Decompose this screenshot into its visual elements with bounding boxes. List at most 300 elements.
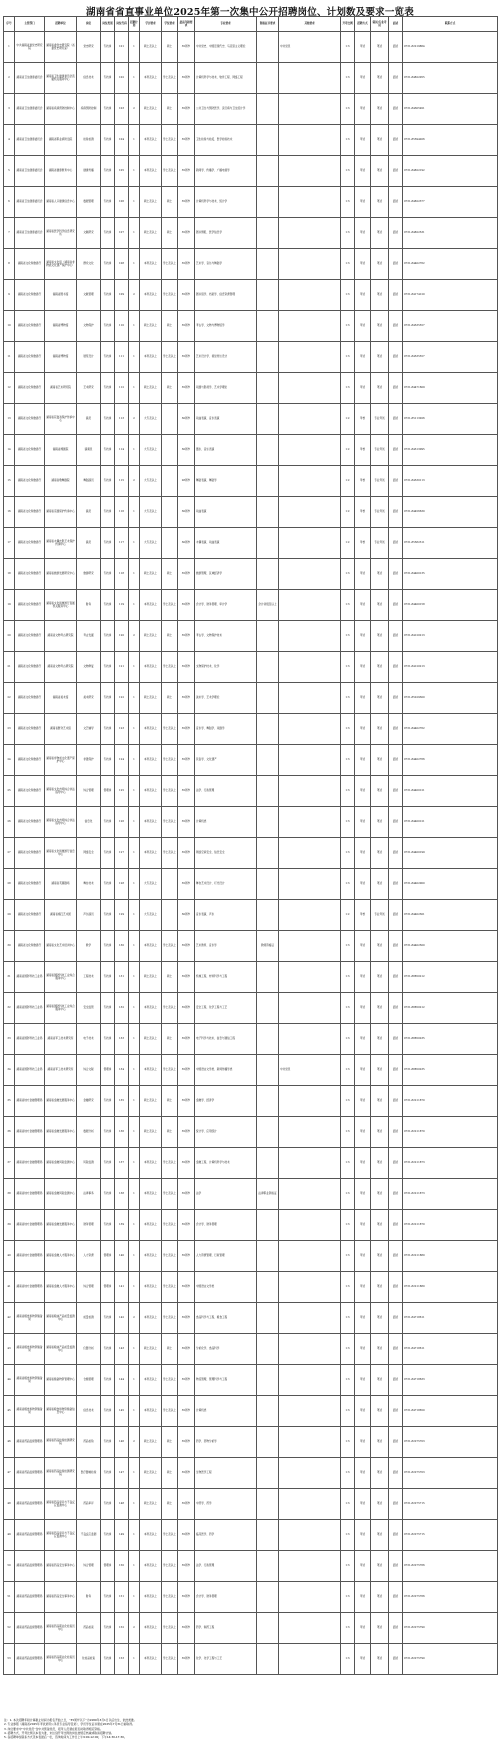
table-cell: 金融学、经济学 <box>195 1086 257 1117</box>
table-cell: 笔试 <box>371 1272 389 1303</box>
table-cell: 湖南省文化和旅游厅 <box>15 683 45 714</box>
table-row <box>4 156 498 187</box>
table-cell: 硕士 <box>162 32 178 63</box>
table-cell: 湖南省图书馆 <box>45 280 77 311</box>
table-cell: 0731-84400135 <box>403 559 498 590</box>
table-cell: 湖南省文化和旅游厅 <box>15 311 45 342</box>
table-cell: 1 <box>129 1024 140 1055</box>
table-cell: 硕士 <box>162 311 178 342</box>
table-cell: 面试 <box>389 1148 403 1179</box>
table-cell: 文物保护 <box>77 311 101 342</box>
table-cell: 141 <box>115 1272 129 1303</box>
table-cell: 17 <box>4 528 15 559</box>
table-cell: 旅游管理、区域经济学 <box>195 559 257 590</box>
table-cell <box>257 1458 279 1489</box>
table-cell <box>257 218 279 249</box>
table-cell: 144 <box>115 1365 129 1396</box>
table-cell: 大专及以上 <box>140 869 162 900</box>
table-cell: 湖南省药品监督管理局 <box>15 1520 45 1551</box>
table-cell <box>257 1148 279 1179</box>
table-cell: 152 <box>115 1613 129 1644</box>
table-cell: 面试 <box>389 1396 403 1427</box>
table-cell <box>279 497 341 528</box>
table-cell: 146 <box>115 1427 129 1458</box>
table-cell: 湖南省文化和旅游厅 <box>15 249 45 280</box>
table-cell: 演员 <box>77 528 101 559</box>
table-cell: 中共湖南省委党史研究院 <box>15 32 45 63</box>
table-cell: 非遗保护 <box>77 745 101 776</box>
table-cell <box>279 776 341 807</box>
column-header: 专业要求 <box>195 17 257 32</box>
table-cell: 硕士及以上 <box>140 1458 162 1489</box>
table-cell: 计算机科学与技术、统计学 <box>195 187 257 218</box>
table-cell: 综合文秘 <box>77 1055 101 1086</box>
table-cell <box>162 497 178 528</box>
table-cell: 考试 <box>355 249 371 280</box>
table-cell: 面试 <box>389 1582 403 1613</box>
table-cell: 音乐学、舞蹈学、戏剧学 <box>195 714 257 745</box>
column-header: 联系方式 <box>403 17 498 32</box>
table-cell: 笔试 <box>371 342 389 373</box>
table-cell <box>279 1427 341 1458</box>
table-cell: 1 <box>129 32 140 63</box>
table-cell: 考试 <box>355 745 371 776</box>
table-cell: 大专及以上 <box>140 528 162 559</box>
table-cell: 网络安全 <box>77 838 101 869</box>
table-cell: 0731-84402766 <box>403 745 498 776</box>
table-cell: 面试 <box>389 776 403 807</box>
table-cell: 12 <box>4 373 15 404</box>
table-cell: 考试 <box>355 156 371 187</box>
table-row <box>4 1086 498 1117</box>
table-cell: 1:3 <box>341 1520 355 1551</box>
table-cell: 学士及以上 <box>162 1365 178 1396</box>
table-cell: 学士及以上 <box>162 249 178 280</box>
table-cell: 1 <box>129 1458 140 1489</box>
table-cell: 湖南省粮食和物资储备局 <box>15 1396 45 1427</box>
table-cell: 不良反应监测 <box>77 1520 101 1551</box>
table-cell: 1:3 <box>341 1551 355 1582</box>
table-cell <box>257 94 279 125</box>
table-cell <box>257 1117 279 1148</box>
table-cell: 专技岗 <box>101 1117 115 1148</box>
table-cell: 考核 <box>355 435 371 466</box>
table-cell: 学士及以上 <box>162 838 178 869</box>
table-row <box>4 342 498 373</box>
table-cell: 105 <box>115 156 129 187</box>
table-cell: 0731-82275715 <box>403 1489 498 1520</box>
table-cell: 湖南省地方金融管理局 <box>15 1086 45 1117</box>
table-cell <box>279 1179 341 1210</box>
table-cell: 笔试 <box>371 218 389 249</box>
table-cell: 党史研究 <box>77 32 101 63</box>
table-cell: 1 <box>129 869 140 900</box>
table-cell <box>257 714 279 745</box>
table-cell: 1:3 <box>341 32 355 63</box>
table-cell: 1:3 <box>341 63 355 94</box>
table-cell: 考试 <box>355 1303 371 1334</box>
table-cell: 1:3 <box>341 1427 355 1458</box>
table-cell <box>257 683 279 714</box>
table-cell: 面试 <box>389 1086 403 1117</box>
table-cell: 疾病预防控制 <box>77 94 101 125</box>
table-row <box>4 32 498 63</box>
column-header: 招聘计划 <box>129 17 140 32</box>
table-cell: 1:3 <box>341 94 355 125</box>
table-cell: 136 <box>115 1117 129 1148</box>
table-cell: 专业考试 <box>371 466 389 497</box>
table-cell: 0731-82211870 <box>403 1210 498 1241</box>
column-header: 主管部门 <box>15 17 45 32</box>
table-cell: 面试 <box>389 559 403 590</box>
table-cell: 硕士及以上 <box>140 683 162 714</box>
table-cell: 专技岗 <box>101 1086 115 1117</box>
table-cell: 1:3 <box>341 1210 355 1241</box>
table-cell: 43 <box>4 1334 15 1365</box>
table-cell: 考试 <box>355 1489 371 1520</box>
table-cell: 舞蹈表演、舞蹈学 <box>195 466 257 497</box>
table-cell: 面试 <box>389 435 403 466</box>
table-cell <box>257 497 279 528</box>
column-header: 岗位代码 <box>115 17 129 32</box>
table-cell: 硕士及以上 <box>140 187 162 218</box>
table-cell: 本科及以上 <box>140 1241 162 1272</box>
table-cell: 考试 <box>355 280 371 311</box>
table-cell: 0731-84822192 <box>403 156 498 187</box>
table-cell: 会计学、财务管理、审计学 <box>195 590 257 621</box>
table-cell: 湖南省芙蓉剧场 <box>45 869 77 900</box>
table-cell <box>257 745 279 776</box>
table-cell: 艺术设计学、视觉传达设计 <box>195 342 257 373</box>
table-row <box>4 125 498 156</box>
table-cell: 考试 <box>355 311 371 342</box>
table-cell: 专技岗 <box>101 962 115 993</box>
table-cell <box>279 218 341 249</box>
table-cell: 139 <box>115 1210 129 1241</box>
table-cell: 硕士 <box>162 1334 178 1365</box>
table-cell: 学士及以上 <box>162 1582 178 1613</box>
table-cell: 笔试 <box>371 621 389 652</box>
table-cell <box>279 1551 341 1582</box>
table-cell: 考试 <box>355 1551 371 1582</box>
table-cell: 法律职业资格证 <box>257 1179 279 1210</box>
table-cell: 笔试 <box>371 745 389 776</box>
table-cell: 1:3 <box>341 1644 355 1675</box>
table-cell: 学士及以上 <box>162 1055 178 1086</box>
table-cell: 湖南省金融风险监测中心 <box>45 1148 77 1179</box>
table-cell: 9 <box>4 280 15 311</box>
table-cell: 药学、药物分析学 <box>195 1427 257 1458</box>
table-cell: 湖南省花鼓戏保护传承中心 <box>45 404 77 435</box>
table-cell: 财务 <box>77 590 101 621</box>
table-cell: 35周岁 <box>178 187 195 218</box>
table-cell: 学士及以上 <box>162 807 178 838</box>
table-cell: 1 <box>129 745 140 776</box>
table-cell: 专技岗 <box>101 1427 115 1458</box>
table-cell: 35周岁 <box>178 249 195 280</box>
table-cell: 113 <box>115 404 129 435</box>
table-cell: 面试 <box>389 218 403 249</box>
table-cell <box>257 1613 279 1644</box>
table-cell: 1:2 <box>341 404 355 435</box>
table-cell: 笔试 <box>371 1179 389 1210</box>
table-cell: 笔试 <box>371 187 389 218</box>
table-cell <box>257 435 279 466</box>
table-cell: 硕士及以上 <box>140 94 162 125</box>
table-cell: 湖南省文化和旅游厅 <box>15 435 45 466</box>
table-cell: 面试 <box>389 714 403 745</box>
table-cell: 计算机类 <box>195 1396 257 1427</box>
table-cell <box>257 1303 279 1334</box>
table-cell <box>257 156 279 187</box>
table-cell: 考试 <box>355 962 371 993</box>
table-cell: 1 <box>129 1241 140 1272</box>
table-cell: 考试 <box>355 621 371 652</box>
table-cell: 笔试 <box>371 1086 389 1117</box>
table-cell: 图书馆学、档案学、信息资源管理 <box>195 280 257 311</box>
table-cell: 1 <box>129 683 140 714</box>
table-cell: 0731-84822055 <box>403 63 498 94</box>
table-cell: 151 <box>115 1582 129 1613</box>
table-cell: 专技岗 <box>101 1644 115 1675</box>
table-cell <box>257 1396 279 1427</box>
table-cell: 湖南省卫生健康委员会 <box>15 63 45 94</box>
table-cell: 本科及以上 <box>140 652 162 683</box>
table-cell <box>257 1551 279 1582</box>
table-cell: 考试 <box>355 1024 371 1055</box>
table-cell: 1:3 <box>341 1272 355 1303</box>
table-cell: 35周岁 <box>178 1179 195 1210</box>
table-cell: 考试 <box>355 342 371 373</box>
table-cell <box>279 559 341 590</box>
table-cell: 化学、化学工程与工艺 <box>195 1644 257 1675</box>
table-row <box>4 218 498 249</box>
table-cell: 面试 <box>389 497 403 528</box>
table-cell: 0731-82211880 <box>403 1241 498 1272</box>
footnote-line: 注：1. 本次招聘年龄计算截止时间为报名开始之日，“35周岁以下”为1989年3月1日以后出生，依此类推。 <box>4 1718 137 1722</box>
table-cell: 笔试 <box>371 807 389 838</box>
table-cell: 面试 <box>389 1272 403 1303</box>
table-cell: 专技岗 <box>101 559 115 590</box>
table-cell <box>257 1520 279 1551</box>
table-row <box>4 993 498 1024</box>
recruitment-table <box>3 16 498 1675</box>
table-cell: 医疗器械检验 <box>77 1458 101 1489</box>
table-cell: 1:3 <box>341 962 355 993</box>
table-cell: 28周岁 <box>178 466 195 497</box>
table-cell: 考试 <box>355 1613 371 1644</box>
table-cell: 笔试 <box>371 1210 389 1241</box>
table-cell: 面试 <box>389 1334 403 1365</box>
table-cell: 安全监管 <box>77 993 101 1024</box>
table-cell: 专技岗 <box>101 590 115 621</box>
table-cell <box>257 373 279 404</box>
table-cell: 湖南省委党史研究院（省委党史研究室） <box>45 32 77 63</box>
table-cell: 1:3 <box>341 590 355 621</box>
table-cell: 52 <box>4 1613 15 1644</box>
table-cell: 信息技术 <box>77 1396 101 1427</box>
table-cell <box>279 1489 341 1520</box>
table-cell <box>279 900 341 931</box>
table-cell: 2 <box>129 621 140 652</box>
table-cell: 0731-84174120 <box>403 280 498 311</box>
table-cell: 专技岗 <box>101 900 115 931</box>
table-cell <box>257 962 279 993</box>
table-cell: 1:3 <box>341 838 355 869</box>
table-cell: 美术学、艺术学理论 <box>195 683 257 714</box>
table-cell: 考核 <box>355 404 371 435</box>
table-row <box>4 249 498 280</box>
table-cell: 专技岗 <box>101 280 115 311</box>
table-cell: 学士及以上 <box>162 931 178 962</box>
table-cell: 112 <box>115 373 129 404</box>
table-cell: 硕士 <box>162 1458 178 1489</box>
table-cell: 44 <box>4 1365 15 1396</box>
table-cell: 35周岁 <box>178 714 195 745</box>
table-cell: 硕士及以上 <box>140 559 162 590</box>
table-cell: 湖南省国防科技工业局 <box>15 962 45 993</box>
table-cell: 24 <box>4 745 15 776</box>
table-cell: 0731-82211870 <box>403 1086 498 1117</box>
table-cell: 法学、行政管理 <box>195 1551 257 1582</box>
table-cell <box>279 652 341 683</box>
table-cell <box>279 94 341 125</box>
table-cell: 数据管理 <box>77 187 101 218</box>
table-cell: 0731-84535557 <box>403 311 498 342</box>
table-cell: 26 <box>4 807 15 838</box>
table-cell: 硕士 <box>162 1489 178 1520</box>
table-cell: 笔试 <box>371 1303 389 1334</box>
table-cell: 湖南省文化和旅游厅 <box>15 745 45 776</box>
table-cell: 笔试 <box>371 1551 389 1582</box>
table-cell: 1:3 <box>341 373 355 404</box>
table-cell: 硕士及以上 <box>140 1086 162 1117</box>
table-cell: 35周岁 <box>178 1365 195 1396</box>
table-cell: 湖南省药品检验检测研究院 <box>45 1458 77 1489</box>
table-cell: 0731-84402762 <box>403 249 498 280</box>
table-cell: 湖南省药品监督管理局 <box>15 1551 45 1582</box>
table-cell: 中国语言文学类 <box>195 1272 257 1303</box>
table-cell: 考试 <box>355 838 371 869</box>
table-cell: 学士及以上 <box>162 156 178 187</box>
table-cell: 1:3 <box>341 807 355 838</box>
table-cell: 本科及以上 <box>140 807 162 838</box>
table-cell: 1:3 <box>341 1179 355 1210</box>
table-cell: 工程技术 <box>77 962 101 993</box>
table-cell: 35周岁 <box>178 652 195 683</box>
footnote-line: 3. 岗位要求中“中共党员”含中共预备党员，报考人员须在报名时取得相应资格。 <box>4 1726 103 1731</box>
table-cell: 考试 <box>355 1582 371 1613</box>
table-cell: 专业考试 <box>371 528 389 559</box>
page-title: 湖南省省直事业单位2025年第一次集中公开招聘岗位、计划数及要求一览表 <box>86 7 414 18</box>
table-cell: 35周岁 <box>178 63 195 94</box>
table-cell: 49 <box>4 1520 15 1551</box>
table-cell: 35周岁 <box>178 1086 195 1117</box>
table-cell: 考试 <box>355 1179 371 1210</box>
table-cell: 湖南省药品职业化检查员中心 <box>45 1613 77 1644</box>
table-cell: 13 <box>4 404 15 435</box>
table-cell: 35周岁 <box>178 1334 195 1365</box>
table-cell: 专技岗 <box>101 497 115 528</box>
table-cell: 0731-85582311 <box>403 528 498 559</box>
table-cell: 湖南省卫生健康委员会 <box>15 125 45 156</box>
table-cell: 本科及以上 <box>140 1365 162 1396</box>
table-cell: 舞台技术 <box>77 869 101 900</box>
table-cell: 40 <box>4 1241 15 1272</box>
table-cell: 笔试 <box>371 1365 389 1396</box>
table-cell: 专技岗 <box>101 1365 115 1396</box>
table-cell: 本科及以上 <box>140 1179 162 1210</box>
table-cell <box>162 466 178 497</box>
table-cell: 考核 <box>355 466 371 497</box>
table-cell: 湖南省药品监督管理局 <box>15 1644 45 1675</box>
table-cell: 0731-82275766 <box>403 1582 498 1613</box>
table-cell: 笔试 <box>371 311 389 342</box>
table-cell: 35周岁 <box>178 869 195 900</box>
table-cell: 0731-84402301 <box>403 900 498 931</box>
table-cell: 学士及以上 <box>162 280 178 311</box>
table-cell: 湖南省金融发展服务中心 <box>45 1117 77 1148</box>
table-row <box>4 1334 498 1365</box>
table-cell: 面试 <box>389 1489 403 1520</box>
table-cell: 面试 <box>389 1613 403 1644</box>
table-cell <box>279 156 341 187</box>
table-cell: 51 <box>4 1582 15 1613</box>
table-cell: 湖南省地方金融管理局 <box>15 1210 45 1241</box>
table-cell: 笔试 <box>371 714 389 745</box>
table-cell: 学士及以上 <box>162 776 178 807</box>
table-cell: 湖南省湘江艺术团 <box>45 900 77 931</box>
table-cell: 艺术学、音乐与舞蹈学 <box>195 249 257 280</box>
table-cell: 0731-82275715 <box>403 1520 498 1551</box>
table-cell: 面试 <box>389 373 403 404</box>
table-cell: 1:3 <box>341 993 355 1024</box>
table-cell: 文艺辅导 <box>77 714 101 745</box>
table-cell: 新闻学、传播学、广播电视学 <box>195 156 257 187</box>
table-cell: 0731-84305921 <box>403 94 498 125</box>
table-cell: 考试 <box>355 32 371 63</box>
table-cell: 本科及以上 <box>140 838 162 869</box>
table-cell: 考古学、文物保护技术 <box>195 621 257 652</box>
table-cell <box>257 1086 279 1117</box>
table-cell <box>257 32 279 63</box>
table-cell: 硕士 <box>162 621 178 652</box>
column-header: 笔试/专业考试 <box>371 17 389 32</box>
table-cell: 法学、行政管理 <box>195 776 257 807</box>
table-cell: 大专及以上 <box>140 497 162 528</box>
table-cell: 0731-84120213 <box>403 621 498 652</box>
table-cell: 综合管理 <box>77 1272 101 1303</box>
table-row <box>4 807 498 838</box>
table-cell: 戏剧与影视学、艺术学理论 <box>195 373 257 404</box>
table-cell: 考试 <box>355 1644 371 1675</box>
table-cell: 1:3 <box>341 1365 355 1396</box>
table-cell: 面试 <box>389 1303 403 1334</box>
table-cell <box>257 1427 279 1458</box>
table-cell: 笔试 <box>371 249 389 280</box>
table-cell: 临床医学、药学 <box>195 1520 257 1551</box>
table-cell: 本科及以上 <box>140 993 162 1024</box>
table-cell: 硕士及以上 <box>140 1489 162 1520</box>
table-cell: 面试 <box>389 125 403 156</box>
table-cell: 学士及以上 <box>162 1148 178 1179</box>
table-row <box>4 528 498 559</box>
table-cell: 大专及以上 <box>140 404 162 435</box>
table-cell: 1 <box>129 1489 140 1520</box>
table-cell: 1 <box>129 838 140 869</box>
table-cell: 153 <box>115 1644 129 1675</box>
table-cell <box>162 900 178 931</box>
